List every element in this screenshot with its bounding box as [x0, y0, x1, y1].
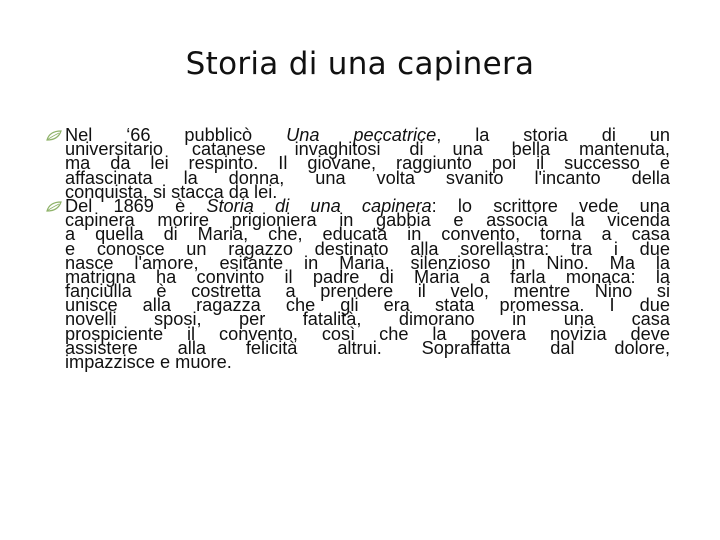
text-run: fanciulla è costretta a prendere il velo, mentre Nino si: [65, 281, 670, 302]
slide-body: [46, 125, 671, 372]
text-run: , la storia di un: [436, 125, 671, 145]
text-run: prospiciente il convento, così che la povera novizia deve: [65, 323, 670, 344]
text-run: novelli sposi, per fatalità, dimorano in una casa: [65, 309, 670, 330]
text-run: impazzisce e muore.: [65, 352, 232, 372]
leaf-bullet-icon: [46, 201, 62, 213]
text-run: Del 1869 è: [65, 195, 207, 216]
text-run: affascinata la donna, una volta svanito l'incanto della: [65, 167, 670, 188]
text-run: capinera morire prigioniera in gabbia e associa la vicenda: [65, 210, 670, 231]
text-run: Nel ‘66 pubblicò: [65, 125, 287, 145]
leaf-bullet-icon: [46, 130, 62, 142]
text-run: : lo scrittore vede una: [431, 195, 670, 216]
bullet-paragraph: [46, 125, 671, 202]
text-run: conquista, si stacca da lei.: [65, 181, 278, 202]
slide-title: Storia di una capinera: [185, 46, 535, 82]
text-run: universitario catanese invaghitosi di una bella mantenuta,: [65, 139, 670, 160]
text-run: unisce alla ragazza che gli era stata promessa. I due: [65, 295, 670, 316]
text-run: matrigna ha convinto il padre di Maria a farla monaca: la: [65, 266, 670, 287]
text-run: a quella di Maria, che, educata in convento, torna a casa: [65, 224, 670, 245]
text-run: e conosce un ragazzo destinato alla sorellastra: tra i due: [65, 238, 670, 259]
work-title: Una peccatrice: [286, 125, 437, 145]
text-run: nasce l'amore, esitante in Maria, silenzioso in Nino. Ma la: [65, 252, 670, 273]
text-run: ma da lei respinto. Il giovane, raggiunto poi il successo e: [65, 153, 670, 174]
text-run: assistere alla felicità altrui. Sopraffatta dal dolore,: [65, 337, 670, 358]
bullet-paragraph: [46, 195, 670, 372]
work-title: Storia di una capinera: [206, 195, 432, 216]
